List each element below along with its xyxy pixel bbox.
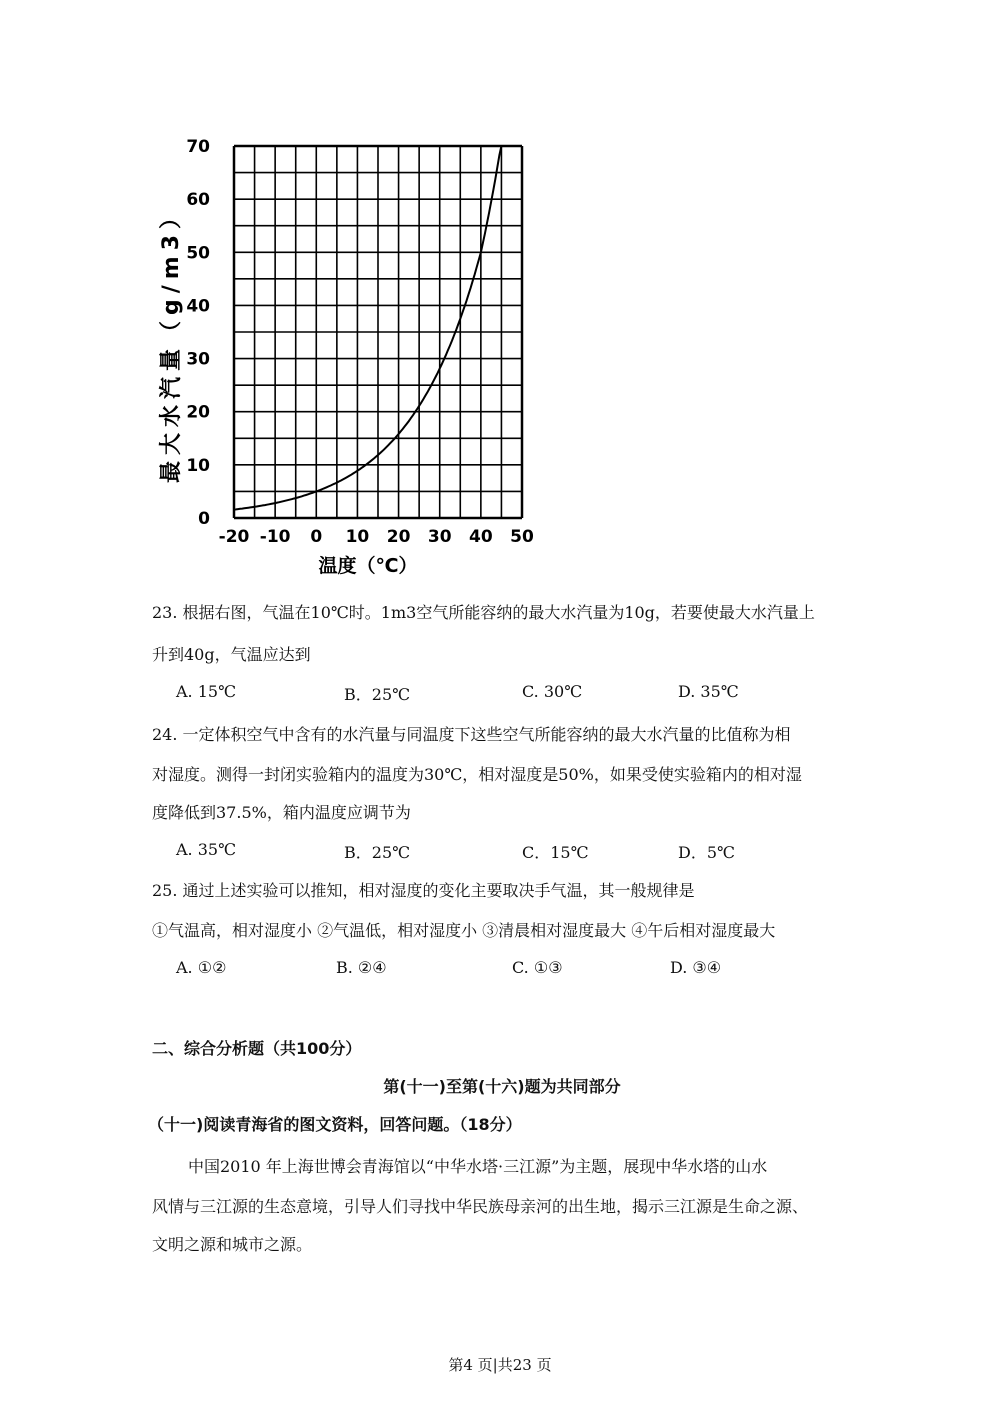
q25-option-a: A. ①② (176, 958, 227, 977)
q25-line-1: 25. 通过上述实验可以推知，相对湿度的变化主要取决手气温，其一般规律是 (152, 881, 695, 900)
y-tick-label: 40 (186, 296, 210, 317)
y-tick-label: 60 (186, 190, 210, 211)
q11-para-line-2: 风情与三江源的生态意境，引导人们寻找中华民族母亲河的出生地，揭示三江源是生命之源、 (152, 1197, 809, 1216)
x-tick-label: 0 (310, 527, 323, 547)
y-tick-label: 0 (198, 509, 210, 529)
q24-line-3: 度降低到37.5%，箱内温度应调节为 (152, 803, 411, 822)
x-tick-label: -20 (218, 527, 250, 547)
y-tick-label: 10 (186, 455, 210, 476)
q25-option-c: C. ①③ (512, 958, 563, 977)
q25-option-b: B. ②④ (336, 958, 387, 977)
section-2-subheading: 第(十一)至第(十六)题为共同部分 (383, 1077, 621, 1096)
q23-option-b: B．25℃ (344, 685, 411, 704)
page-footer: 第4 页|共23 页 (448, 1356, 552, 1374)
vapor-chart (148, 130, 548, 580)
q11-para-line-3: 文明之源和城市之源。 (152, 1235, 313, 1254)
x-tick-label: -10 (259, 527, 291, 547)
y-axis-label: 最大水汽量（g/m3） (159, 200, 184, 484)
q24-option-b: B．25℃ (344, 843, 411, 862)
q25-option-d: D. ③④ (670, 958, 722, 977)
y-tick-label: 70 (186, 137, 210, 157)
vapor-curve (234, 146, 501, 510)
y-tick-label: 30 (186, 349, 210, 370)
q24-line-2: 对湿度。测得一封闭实验箱内的温度为30℃，相对湿度是50%，如果受使实验箱内的相对湿 (152, 765, 802, 784)
q11-para-line-1: 中国2010 年上海世博会青海馆以“中华水塔·三江源”为主题，展现中华水塔的山水 (188, 1157, 768, 1176)
x-tick-labels (219, 527, 534, 547)
x-tick-label: 20 (386, 527, 411, 547)
q25-line-2: ①气温高，相对湿度小 ②气温低，相对湿度小 ③清晨相对湿度最大 ④午后相对湿度最大 (152, 921, 776, 940)
y-tick-label: 50 (186, 243, 210, 264)
x-tick-label: 40 (469, 527, 493, 547)
q24-option-a: A. 35℃ (176, 840, 236, 859)
q23-option-c: C. 30℃ (522, 682, 583, 701)
q23-option-d: D. 35℃ (678, 682, 739, 701)
q24-line-1: 24. 一定体积空气中含有的水汽量与同温度下这些空气所能容纳的最大水汽量的比值称为相 (152, 725, 791, 744)
q11-title: （十一)阅读青海省的图文资料，回答问题。（18分） (148, 1115, 522, 1134)
y-tick-labels (186, 137, 210, 529)
q23-line-1: 23. 根据右图，气温在10℃时。1m3空气所能容纳的最大水汽量为10g，若要使最大水汽量上 (152, 603, 815, 622)
y-tick-label: 20 (186, 402, 210, 423)
q23-option-a: A. 15℃ (176, 682, 236, 701)
q24-option-c: C．15℃ (522, 843, 589, 862)
chart-svg (148, 130, 548, 580)
chart-grid (234, 146, 522, 518)
q24-option-d: D．5℃ (678, 843, 735, 862)
section-2-heading: 二、综合分析题（共100分） (152, 1039, 362, 1058)
q23-line-2: 升到40g，气温应达到 (152, 645, 311, 664)
x-tick-label: 30 (427, 527, 452, 547)
x-axis-label: 温度（℃） (318, 555, 418, 577)
x-tick-label: 50 (510, 527, 534, 547)
x-tick-label: 10 (345, 527, 370, 547)
